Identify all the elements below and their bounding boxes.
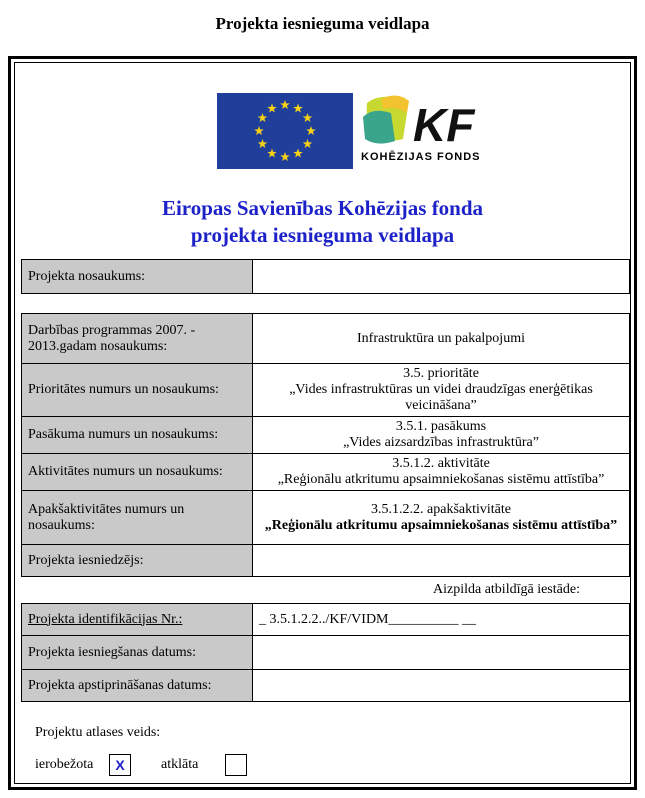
heading-line-2: projekta iesnieguma veidlapa (190, 223, 455, 247)
option-restricted-label: ierobežota (35, 757, 94, 772)
program-table (21, 313, 630, 577)
program-label: Darbības programmas 2007. - 2013.gadam nosaukums: (22, 314, 253, 364)
eu-star (293, 149, 303, 158)
project-name-label: Projekta nosaukums: (22, 260, 253, 294)
table-row (22, 604, 630, 636)
activity-label: Aktivitātes numurs un nosaukums: (22, 454, 253, 491)
table-row (22, 364, 630, 417)
table-row (22, 454, 630, 491)
selection-type-label: Projektu atlases veids: (35, 725, 161, 740)
form-frame (8, 56, 637, 790)
table-row (22, 417, 630, 454)
option-open-label: atklāta (161, 757, 199, 772)
option-open-checkbox[interactable] (225, 754, 247, 776)
project-id-field[interactable]: _ 3.5.1.2.2../KF/VIDM__________ __ (253, 604, 630, 636)
authority-table (21, 603, 630, 702)
project-name-table (21, 259, 630, 294)
activity-value: 3.5.1.2. aktivitāte „Reģionālu atkritumu apsaimniekošanas sistēmu attīstība” (253, 454, 630, 491)
table-row (22, 260, 630, 294)
approval-date-field[interactable] (253, 670, 630, 702)
submission-date-label: Projekta iesniegšanas datums: (22, 636, 253, 670)
subactivity-value: 3.5.1.2.2. apakšaktivitāte „Reģionālu atkritumu apsaimniekošanas sistēmu attīstība” (253, 491, 630, 545)
eu-star (280, 152, 290, 161)
priority-value: 3.5. prioritāte „Vides infrastruktūras un videi draudzīgas enerģētikas veicināšana” (253, 364, 630, 417)
kf-logo (361, 91, 491, 171)
eu-star (258, 113, 268, 122)
project-id-label: Projekta identifikācijas Nr.: (22, 604, 253, 636)
kf-logo-subtitle: KOHĒZIJAS FONDS (361, 151, 481, 163)
option-restricted-checkbox[interactable]: X (109, 754, 131, 776)
eu-star (293, 103, 303, 112)
table-row (22, 670, 630, 702)
eu-star (258, 139, 268, 148)
measure-label: Pasākuma numurs un nosaukums: (22, 417, 253, 454)
kf-logo-text: KF (413, 99, 475, 151)
project-name-field[interactable] (253, 260, 630, 294)
submission-date-field[interactable] (253, 636, 630, 670)
eu-flag-logo (217, 93, 353, 169)
eu-star (280, 100, 290, 109)
form-heading (15, 195, 630, 249)
eu-star (267, 149, 277, 158)
applicant-field[interactable] (253, 545, 630, 577)
program-value: Infrastruktūra un pakalpojumi (253, 314, 630, 364)
eu-star (254, 126, 264, 135)
priority-label: Prioritātes numurs un nosaukums: (22, 364, 253, 417)
fill-note: Aizpilda atbildīgā iestāde: (433, 582, 580, 597)
heading-line-1: Eiropas Savienības Kohēzijas fonda (161, 196, 484, 220)
table-row (22, 636, 630, 670)
approval-date-label: Projekta apstiprināšanas datums: (22, 670, 253, 702)
table-row (22, 491, 630, 545)
eu-star (303, 113, 313, 122)
eu-star (306, 126, 316, 135)
eu-star (303, 139, 313, 148)
subactivity-label: Apakšaktivitātes numurs un nosaukums: (22, 491, 253, 545)
measure-value: 3.5.1. pasākums „Vides aizsardzības infrastruktūra” (253, 417, 630, 454)
page-title: Projekta iesnieguma veidlapa (215, 14, 430, 33)
eu-star (267, 103, 277, 112)
table-row (22, 545, 630, 577)
table-row (22, 314, 630, 364)
applicant-label: Projekta iesniedzējs: (22, 545, 253, 577)
